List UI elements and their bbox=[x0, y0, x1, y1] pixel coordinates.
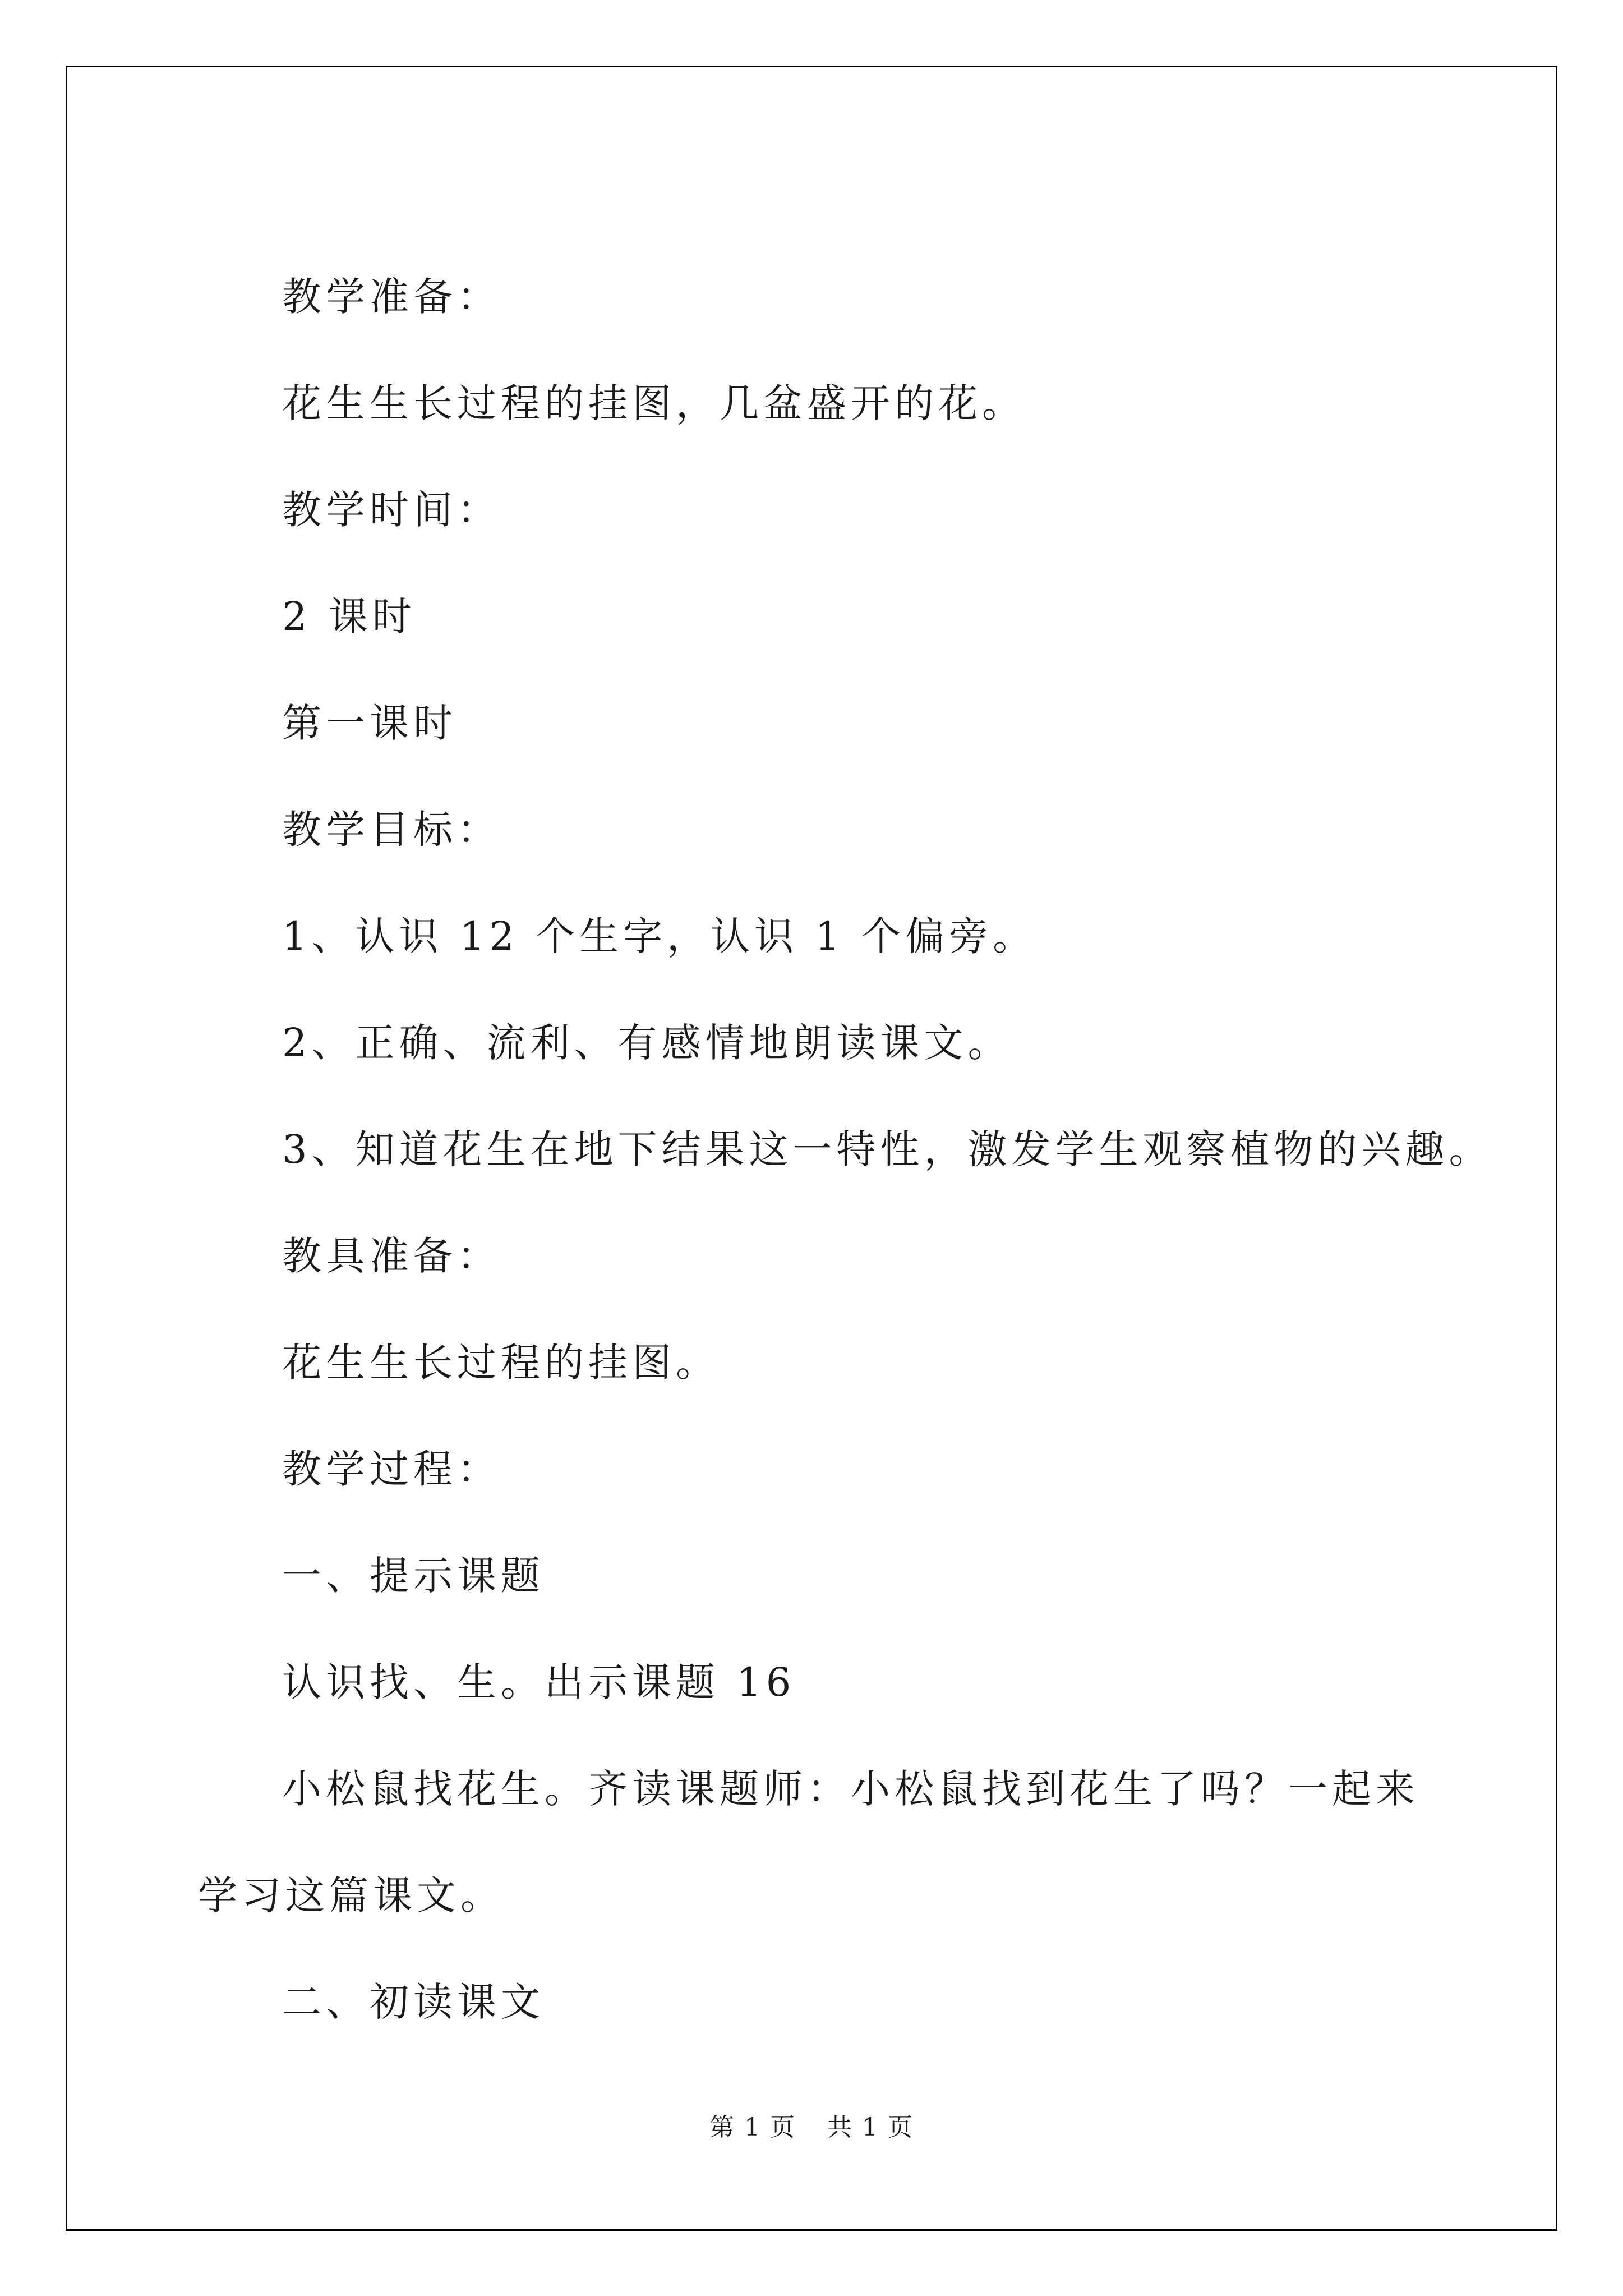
paragraph-teaching-materials: 花生生长过程的挂图，几盆盛开的花。 bbox=[282, 380, 1026, 426]
paragraph-teaching-aids: 花生生长过程的挂图。 bbox=[282, 1340, 720, 1386]
page-frame bbox=[66, 66, 1557, 2231]
goal-item-1: 1、认识 12 个生字，认识 1 个偏旁。 bbox=[282, 913, 1037, 959]
heading-teaching-process: 教学过程： bbox=[282, 1446, 501, 1492]
paragraph-show-title: 认识找、生。出示课题 16 bbox=[282, 1659, 796, 1705]
goal-item-3: 3、知道花生在地下结果这一特性，激发学生观察植物的兴趣。 bbox=[282, 1126, 1493, 1172]
section-one-title: 一、提示课题 bbox=[282, 1553, 545, 1599]
paragraph-class-hours: 2 课时 bbox=[282, 593, 416, 639]
page-footer bbox=[67, 2115, 1556, 2140]
section-two-title: 二、初读课文 bbox=[282, 1979, 545, 2025]
document-body bbox=[67, 67, 1556, 2229]
heading-teaching-preparation: 教学准备： bbox=[282, 274, 501, 320]
paragraph-read-title: 小松鼠找花生。齐读课题师：小松鼠找到花生了吗？一起来学习这篇课文。 bbox=[198, 1766, 1419, 1918]
heading-teaching-time: 教学时间： bbox=[282, 487, 501, 533]
page-number-total: 共 1 页 bbox=[827, 2113, 914, 2142]
heading-first-lesson: 第一课时 bbox=[282, 700, 457, 746]
page-number-current: 第 1 页 bbox=[709, 2113, 796, 2142]
goal-item-2: 2、正确、流利、有感情地朗读课文。 bbox=[282, 1020, 1012, 1066]
heading-teaching-aids: 教具准备： bbox=[282, 1233, 501, 1279]
heading-teaching-goals: 教学目标： bbox=[282, 807, 501, 853]
